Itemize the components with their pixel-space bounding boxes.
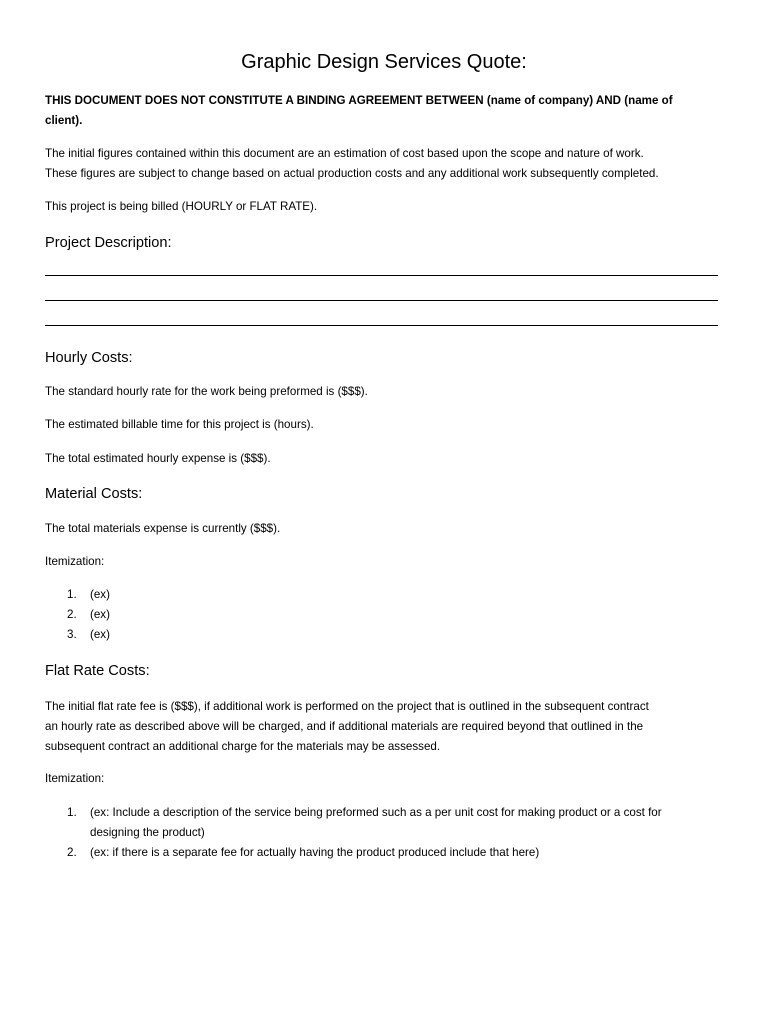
intro-paragraph	[45, 144, 725, 184]
list-item	[45, 843, 662, 863]
list-item	[45, 585, 110, 605]
material-costs-heading: Material Costs:	[45, 486, 143, 502]
list-item-text: (ex)	[90, 608, 110, 621]
list-item	[45, 625, 110, 645]
flat-rate-itemization-label: Itemization:	[45, 772, 105, 785]
list-item-text-line-1: (ex: Include a description of the service being preformed such as a per unit cost for making product or a cost for	[90, 806, 662, 819]
project-description-line-3	[45, 325, 718, 326]
material-itemization-list	[45, 585, 110, 645]
list-number: 1.	[67, 588, 77, 601]
disclaimer-line-2: client).	[45, 114, 83, 127]
list-item-text-line-1: (ex: if there is a separate fee for actually having the product produced include that here)	[90, 846, 540, 859]
project-description-line-2	[45, 300, 718, 301]
intro-line-2: These figures are subject to change based on actual production costs and any additional work subsequently completed.	[45, 167, 659, 180]
project-description-line-1	[45, 275, 718, 276]
intro-line-1: The initial figures contained within this document are an estimation of cost based upon the scope and nature of work.	[45, 147, 644, 160]
material-itemization-label: Itemization:	[45, 555, 105, 568]
billing-statement: This project is being billed (HOURLY or FLAT RATE).	[45, 200, 318, 213]
list-item-text-line-2: designing the product)	[90, 826, 205, 839]
list-number: 2.	[67, 846, 77, 859]
hourly-costs-heading: Hourly Costs:	[45, 350, 133, 366]
list-item-text: (ex)	[90, 588, 110, 601]
list-number: 2.	[67, 608, 77, 621]
flat-rate-fee-line-2: an hourly rate as described above will be charged, and if additional materials are required beyond that outlined in the	[45, 720, 644, 733]
disclaimer-paragraph	[45, 91, 725, 131]
disclaimer-line-1: THIS DOCUMENT DOES NOT CONSTITUTE A BINDING AGREEMENT BETWEEN (name of company) AND (name of	[45, 94, 673, 107]
list-item-text: (ex)	[90, 628, 110, 641]
materials-total-text: The total materials expense is currently ($$$).	[45, 522, 281, 535]
hourly-total-text: The total estimated hourly expense is ($$$).	[45, 452, 271, 465]
project-description-heading: Project Description:	[45, 235, 172, 251]
list-item	[45, 803, 662, 843]
document-title: Graphic Design Services Quote:	[241, 51, 527, 73]
flat-rate-itemization-list	[45, 803, 662, 863]
list-number: 1.	[67, 806, 77, 819]
list-number: 3.	[67, 628, 77, 641]
flat-rate-fee-paragraph	[45, 697, 725, 757]
flat-rate-costs-heading: Flat Rate Costs:	[45, 663, 150, 679]
hourly-rate-text: The standard hourly rate for the work being preformed is ($$$).	[45, 385, 368, 398]
flat-rate-fee-line-3: subsequent contract an additional charge for the materials may be assessed.	[45, 740, 441, 753]
billable-time-text: The estimated billable time for this project is (hours).	[45, 418, 314, 431]
flat-rate-fee-line-1: The initial flat rate fee is ($$$), if additional work is performed on the project that is outlined in the subsequent contract	[45, 700, 649, 713]
list-item	[45, 605, 110, 625]
